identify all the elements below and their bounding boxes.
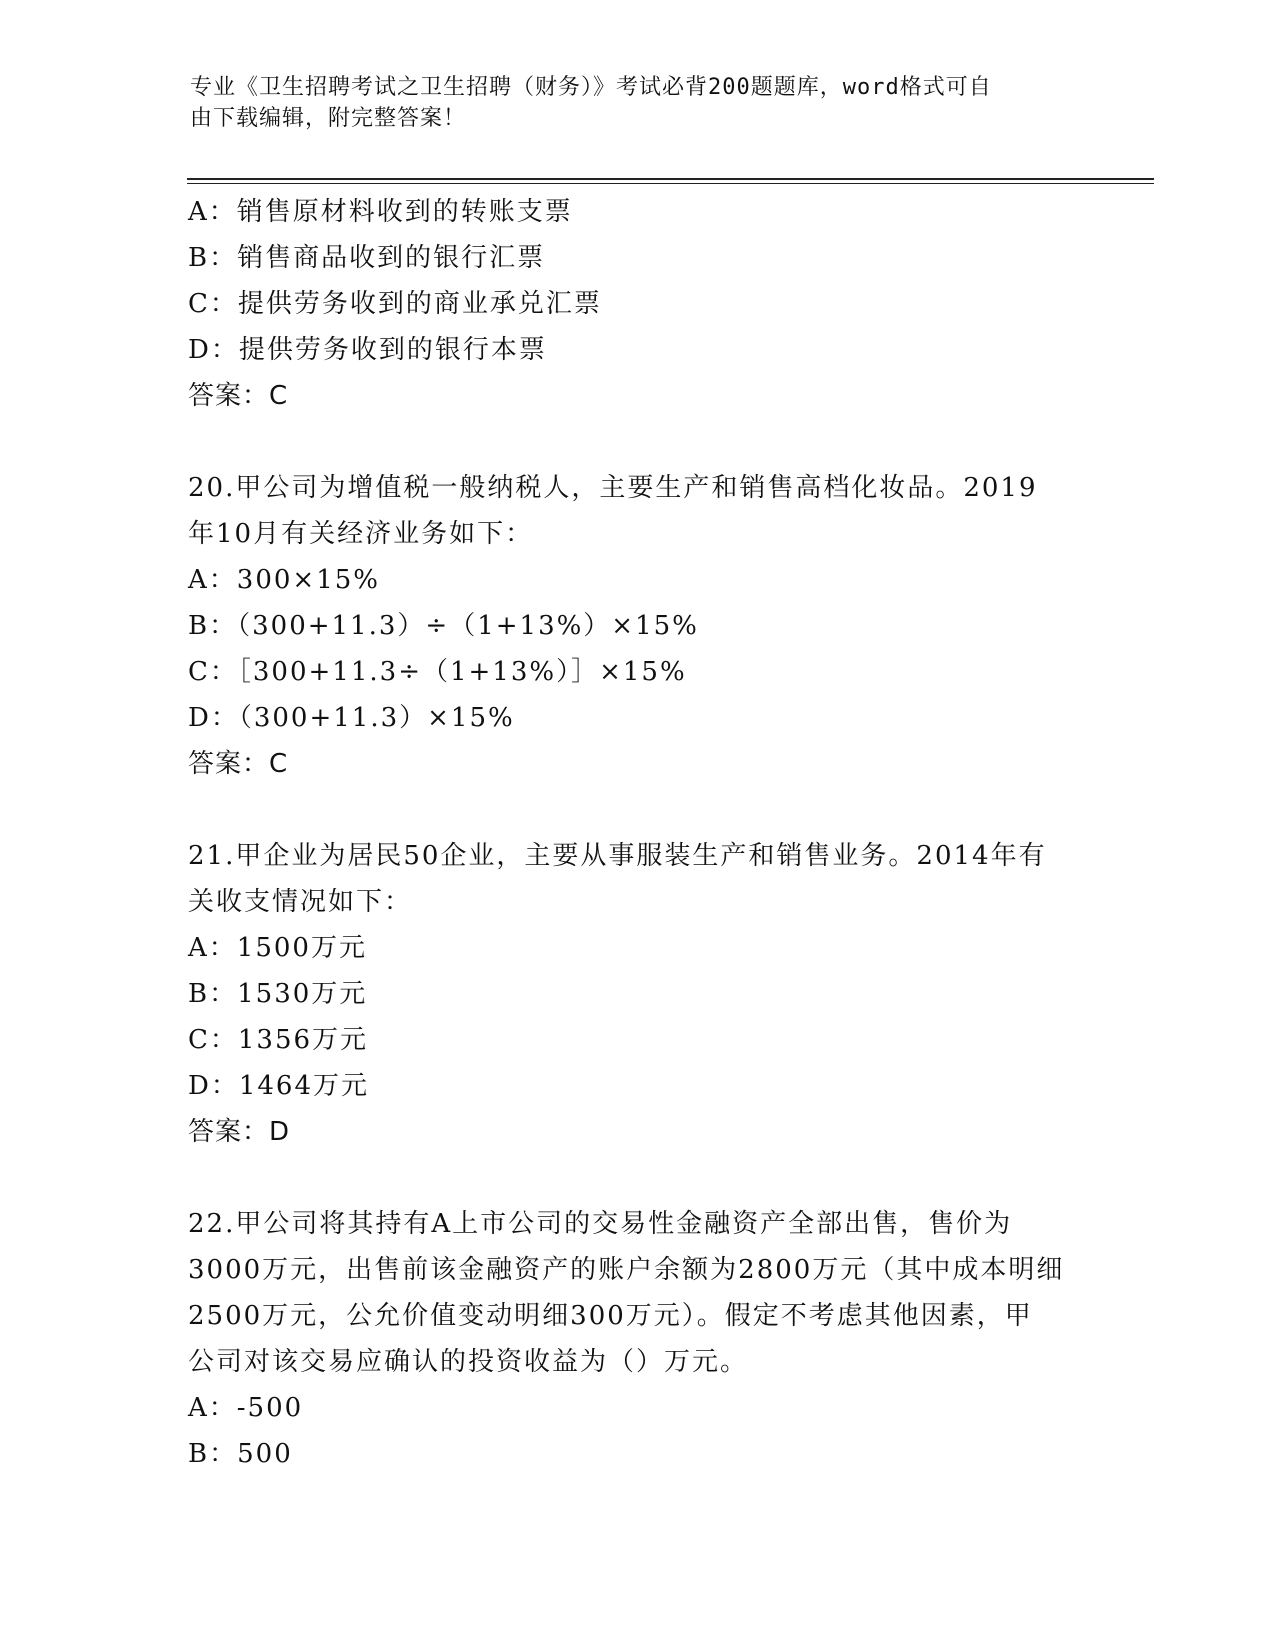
question-stem-line: 20.甲公司为增值税一般纳税人，主要生产和销售高档化妆品。2019 [188, 473, 1038, 503]
question-22 [188, 1201, 1088, 1477]
question-stem-line: 关收支情况如下： [188, 887, 413, 917]
document-header [190, 72, 1090, 134]
option-b: B：（300+11.3）÷（1+13%）×15% [188, 611, 699, 641]
spacer [188, 1155, 1088, 1201]
option-b: B：销售商品收到的银行汇票 [188, 243, 546, 273]
answer: 答案：C [188, 381, 289, 411]
option-d: D：1464万元 [188, 1071, 370, 1101]
option-a: A：1500万元 [188, 933, 367, 963]
option-c: C：1356万元 [188, 1025, 369, 1055]
question-stem-line: 21.甲企业为居民50企业，主要从事服装生产和销售业务。2014年有 [188, 841, 1047, 871]
header-line-1: 专业《卫生招聘考试之卫生招聘（财务）》考试必背200题题库，word格式可自 [190, 75, 992, 100]
header-line-2: 由下载编辑，附完整答案！ [190, 106, 467, 131]
question-19 [188, 189, 1088, 419]
question-21 [188, 833, 1088, 1155]
header-divider-top [187, 178, 1154, 180]
option-d: D：（300+11.3）×15% [188, 703, 515, 733]
question-stem-line: 22.甲公司将其持有A上市公司的交易性金融资产全部出售，售价为 [188, 1209, 1013, 1239]
option-b: B：1530万元 [188, 979, 368, 1009]
answer: 答案：D [188, 1117, 291, 1147]
question-stem-line: 年10月有关经济业务如下： [188, 519, 534, 549]
question-list [188, 189, 1088, 1477]
question-stem-line: 3000万元，出售前该金融资产的账户余额为2800万元（其中成本明细 [188, 1255, 1065, 1285]
question-20 [188, 465, 1088, 787]
question-stem-line: 公司对该交易应确认的投资收益为（）万元。 [188, 1347, 749, 1377]
option-c: C：提供劳务收到的商业承兑汇票 [188, 289, 602, 319]
option-a: A：销售原材料收到的转账支票 [188, 197, 573, 227]
header-divider-bottom [187, 183, 1154, 184]
answer: 答案：C [188, 749, 289, 779]
option-c: C：［300+11.3÷（1+13%）］×15% [188, 657, 687, 687]
spacer [188, 787, 1088, 833]
question-stem-line: 2500万元，公允价值变动明细300万元）。假定不考虑其他因素，甲 [188, 1301, 1033, 1331]
option-a: A：-500 [188, 1393, 304, 1423]
option-d: D：提供劳务收到的银行本票 [188, 335, 547, 365]
option-b: B：500 [188, 1439, 293, 1469]
option-a: A：300×15% [188, 565, 380, 595]
spacer [188, 419, 1088, 465]
